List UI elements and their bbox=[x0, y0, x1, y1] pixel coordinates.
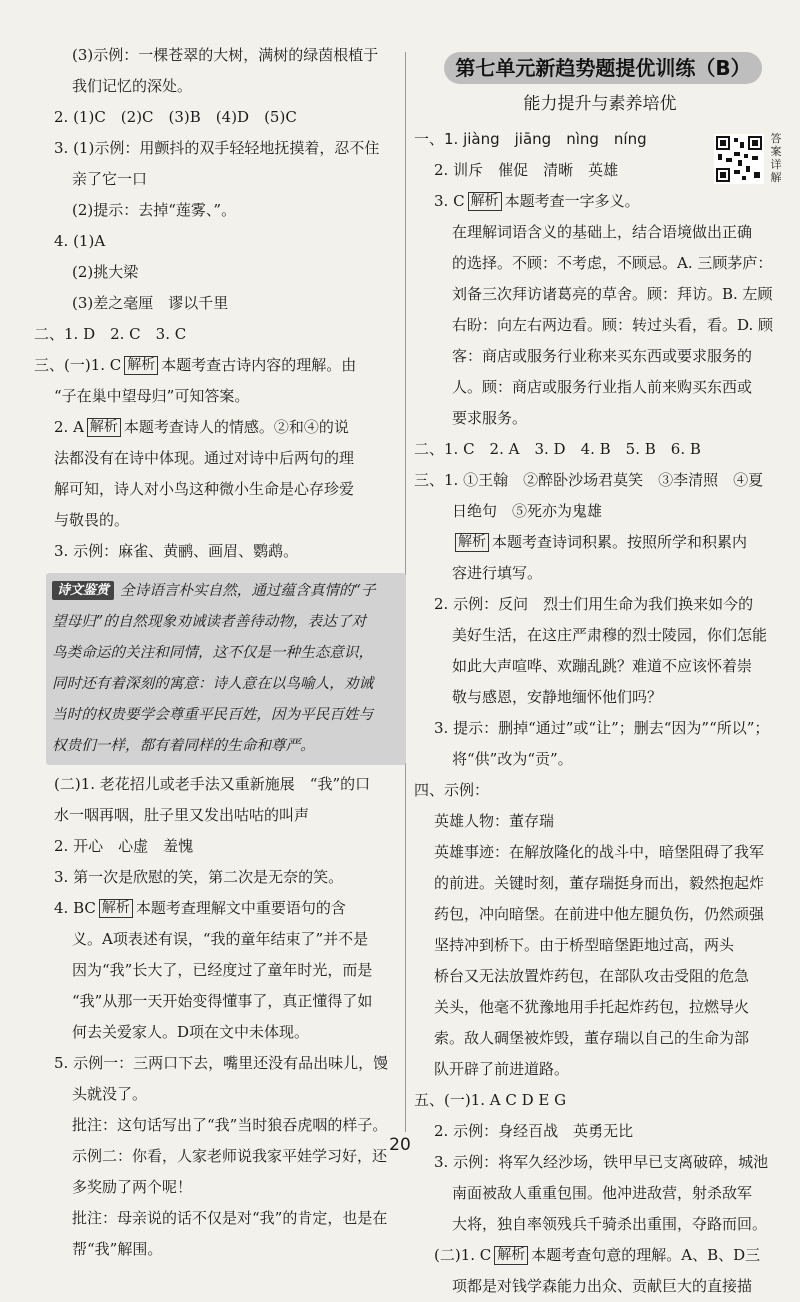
answer-line: 索。敌人碉堡被炸毁，董存瑞以自己的生命为部 bbox=[434, 1029, 750, 1047]
answer-line bbox=[34, 350, 406, 381]
answer-line: 关头，他毫不犹豫地用手托起炸药包，拉燃导火 bbox=[434, 998, 750, 1016]
answer-line: 2. 训斥 催促 清晰 英雄 bbox=[434, 161, 619, 179]
answer-line: 二、1. D 2. C 3. C bbox=[34, 325, 187, 343]
answer-line: 四、示例： bbox=[414, 781, 490, 799]
answer-line: 头就没了。 bbox=[72, 1085, 148, 1103]
answer-line: 3. (1)示例：用颤抖的双手轻轻地抚摸着，忍不住 bbox=[54, 139, 380, 157]
answer-prefix: (二)1. C bbox=[434, 1246, 492, 1264]
poem-appreciation-box bbox=[46, 573, 406, 765]
appreciation-label: 诗文鉴赏 bbox=[52, 581, 114, 600]
answer-line: 的选择。不顾：不考虑，不顾忌。A. 三顾茅庐： bbox=[452, 254, 773, 272]
left-column bbox=[34, 40, 406, 1265]
qr-code-icon[interactable] bbox=[714, 134, 764, 184]
answer-line: 刘备三次拜访诸葛亮的草舍。顾：拜访。B. 左顾 bbox=[452, 285, 773, 303]
answer-line bbox=[34, 893, 406, 924]
answer-line: 水一咽再咽，肚子里又发出咕咕的叫声 bbox=[54, 806, 310, 824]
answer-line: 解可知，诗人对小鸟这种微小生命是心存珍爱 bbox=[54, 480, 355, 498]
answer-line: 五、(一)1. A C D E G bbox=[414, 1091, 567, 1109]
analysis-tag: 解析 bbox=[468, 192, 502, 211]
answer-line: 3. 示例：麻雀、黄鹂、画眉、鹦鹉。 bbox=[54, 542, 299, 560]
answer-line: (2)挑大梁 bbox=[72, 263, 139, 281]
appreciation-line: 权贵们一样，都有着同样的生命和尊严。 bbox=[52, 737, 315, 754]
answer-text: 本题考查一字多义。 bbox=[504, 192, 640, 210]
answer-text: 本题考查理解文中重要语句的含 bbox=[135, 899, 346, 917]
answer-line: 南面被敌人重重包围。他冲进敌营，射杀敌军 bbox=[452, 1184, 753, 1202]
appreciation-line: 望母归”的自然现象劝诫读者善待动物，表达了对 bbox=[52, 613, 366, 630]
answer-line: 2. 开心 心虚 羞愧 bbox=[54, 837, 194, 855]
answer-line: 义。A项表述有误，“我的童年结束了”并不是 bbox=[72, 930, 369, 948]
answer-line: 3. 示例：将军久经沙场，铁甲早已支离破碎，城池 bbox=[434, 1153, 769, 1171]
answer-line: 右盼：向左右两边看。顾：转过头看，看。D. 顾 bbox=[452, 316, 774, 334]
answer-line: 大将，独自率领残兵千骑杀出重围，夺路而回。 bbox=[452, 1215, 768, 1233]
answer-line: “我”从那一天开始变得懂事了，真正懂得了如 bbox=[72, 992, 373, 1010]
answer-prefix: 三、(一)1. C bbox=[34, 356, 122, 374]
answer-line: 桥台又无法放置炸药包，在部队攻击受阻的危急 bbox=[434, 967, 750, 985]
answer-line: 要求服务。 bbox=[452, 409, 528, 427]
answer-line: 3. 提示：删掉“通过”或“让”；删去“因为”“所以”； bbox=[434, 719, 770, 737]
answer-prefix: 4. BC bbox=[54, 899, 96, 917]
answer-line: 3. 第一次是欣慰的笑，第二次是无奈的笑。 bbox=[54, 868, 344, 886]
appreciation-line bbox=[52, 575, 400, 606]
answer-line: 多奖励了两个呢！ bbox=[72, 1178, 193, 1196]
answer-line: 2. 示例：身经百战 英勇无比 bbox=[434, 1122, 634, 1140]
answer-line bbox=[414, 1240, 776, 1271]
answer-line: 一、1. jiàng jiāng nìng níng bbox=[414, 130, 647, 148]
answer-line: 英雄事迹：在解放隆化的战斗中，暗堡阻碍了我军 bbox=[434, 843, 765, 861]
answer-line: 帮“我”解围。 bbox=[72, 1240, 163, 1258]
answer-line: 日绝句 ⑤死亦为鬼雄 bbox=[452, 502, 603, 520]
page-number: 20 bbox=[389, 1135, 411, 1155]
appreciation-text: 全诗语言朴实自然，通过蕴含真情的“子 bbox=[120, 582, 376, 599]
answer-line: 队开辟了前进道路。 bbox=[434, 1060, 570, 1078]
answer-line: 2. (1)C (2)C (3)B (4)D (5)C bbox=[54, 108, 297, 126]
answer-line: 坚持冲到桥下。由于桥型暗堡距地过高，两头 bbox=[434, 936, 735, 954]
answer-line: 示例二：你看，人家老师说我家平娃学习好，还 bbox=[72, 1147, 388, 1165]
section-subtitle: 能力提升与素养培优 bbox=[523, 94, 677, 114]
answer-line: (二)1. 老花招儿或老手法又重新施展 “我”的口 bbox=[54, 775, 371, 793]
answer-line: 亲了它一口 bbox=[72, 170, 148, 188]
answer-line: 4. (1)A bbox=[54, 232, 106, 250]
answer-line: 项都是对钱学森能力出众、贡献巨大的直接描 bbox=[452, 1277, 753, 1295]
answer-text: 本题考查诗人的情感。②和④的说 bbox=[123, 418, 349, 436]
answer-line: 批注：母亲说的话不仅是对“我”的肯定，也是在 bbox=[72, 1209, 388, 1227]
answer-line: 在理解词语含义的基础上，结合语境做出正确 bbox=[452, 223, 753, 241]
answer-line bbox=[34, 412, 406, 443]
right-column bbox=[414, 40, 782, 1302]
answer-line: 因为“我”长大了，已经度过了童年时光，而是 bbox=[72, 961, 373, 979]
answer-line: 英雄人物：董存瑞 bbox=[434, 812, 555, 830]
answer-line: 何去关爱家人。D项在文中未体现。 bbox=[72, 1023, 310, 1041]
answer-line: 2. 示例：反问 烈士们用生命为我们换来如今的 bbox=[434, 595, 754, 613]
answer-text: 本题考查古诗内容的理解。由 bbox=[161, 356, 357, 374]
analysis-tag: 解析 bbox=[87, 418, 121, 437]
answer-line: 客：商店或服务行业称来买东西或要求服务的 bbox=[452, 347, 753, 365]
answer-line: 美好生活，在这庄严肃穆的烈士陵园，你们怎能 bbox=[452, 626, 768, 644]
answer-line: 与敬畏的。 bbox=[54, 511, 130, 529]
answer-line: 二、1. C 2. A 3. D 4. B 5. B 6. B bbox=[414, 440, 701, 458]
section-title: 第七单元新趋势题提优训练（B） bbox=[444, 52, 762, 84]
answer-text: 本题考查句意的理解。A、B、D三 bbox=[531, 1246, 761, 1264]
answer-line: (3)示例：一棵苍翠的大树，满树的绿茵根植于 bbox=[72, 46, 379, 64]
analysis-tag: 解析 bbox=[99, 899, 133, 918]
answer-line: 5. 示例一：三两口下去，嘴里还没有品出味儿，馒 bbox=[54, 1054, 389, 1072]
analysis-tag: 解析 bbox=[455, 533, 489, 552]
analysis-tag: 解析 bbox=[124, 356, 158, 375]
answer-line: 如此大声喧哗、欢蹦乱跳？难道不应该怀着崇 bbox=[452, 657, 753, 675]
answer-line: 容进行填写。 bbox=[452, 564, 543, 582]
qr-answer-label: 答案详解 bbox=[770, 132, 782, 184]
answer-prefix: 2. A bbox=[54, 418, 84, 436]
answer-line: (3)差之毫厘 谬以千里 bbox=[72, 294, 229, 312]
appreciation-line: 当时的权贵要学会尊重平民百姓，因为平民百姓与 bbox=[52, 706, 374, 723]
answer-line: “子在巢中望母归”可知答案。 bbox=[54, 387, 250, 405]
answer-line bbox=[414, 186, 776, 217]
appreciation-line: 同时还有着深刻的寓意：诗人意在以鸟喻人，劝诫 bbox=[52, 675, 374, 692]
answer-line: 三、1. ①王翰 ②醉卧沙场君莫笑 ③李清照 ④夏 bbox=[414, 471, 764, 489]
answer-line: 批注：这句话写出了“我”当时狼吞虎咽的样子。 bbox=[72, 1116, 388, 1134]
analysis-tag: 解析 bbox=[494, 1246, 528, 1265]
answer-line: 药包，冲向暗堡。在前进中他左腿负伤，仍然顽强 bbox=[434, 905, 765, 923]
answer-line: 我们记忆的深处。 bbox=[72, 77, 193, 95]
answer-line: 将“供”改为“贡”。 bbox=[452, 750, 573, 768]
appreciation-line: 鸟类命运的关注和同情，这不仅是一种生态意识， bbox=[52, 644, 374, 661]
answer-line: 的前进。关键时刻，董存瑞挺身而出，毅然抱起炸 bbox=[434, 874, 765, 892]
answer-line: 法都没有在诗中体现。通过对诗中后两句的理 bbox=[54, 449, 355, 467]
answer-prefix: 3. C bbox=[434, 192, 465, 210]
answer-line bbox=[414, 527, 776, 558]
answer-text: 本题考查诗词积累。按照所学和积累内 bbox=[492, 533, 748, 551]
answer-line: 敬与感恩，安静地缅怀他们吗？ bbox=[452, 688, 663, 706]
answer-line: 人。顾：商店或服务行业指人前来购买东西或 bbox=[452, 378, 753, 396]
answer-line: (2)提示：去掉“莲雾、”。 bbox=[72, 201, 237, 219]
